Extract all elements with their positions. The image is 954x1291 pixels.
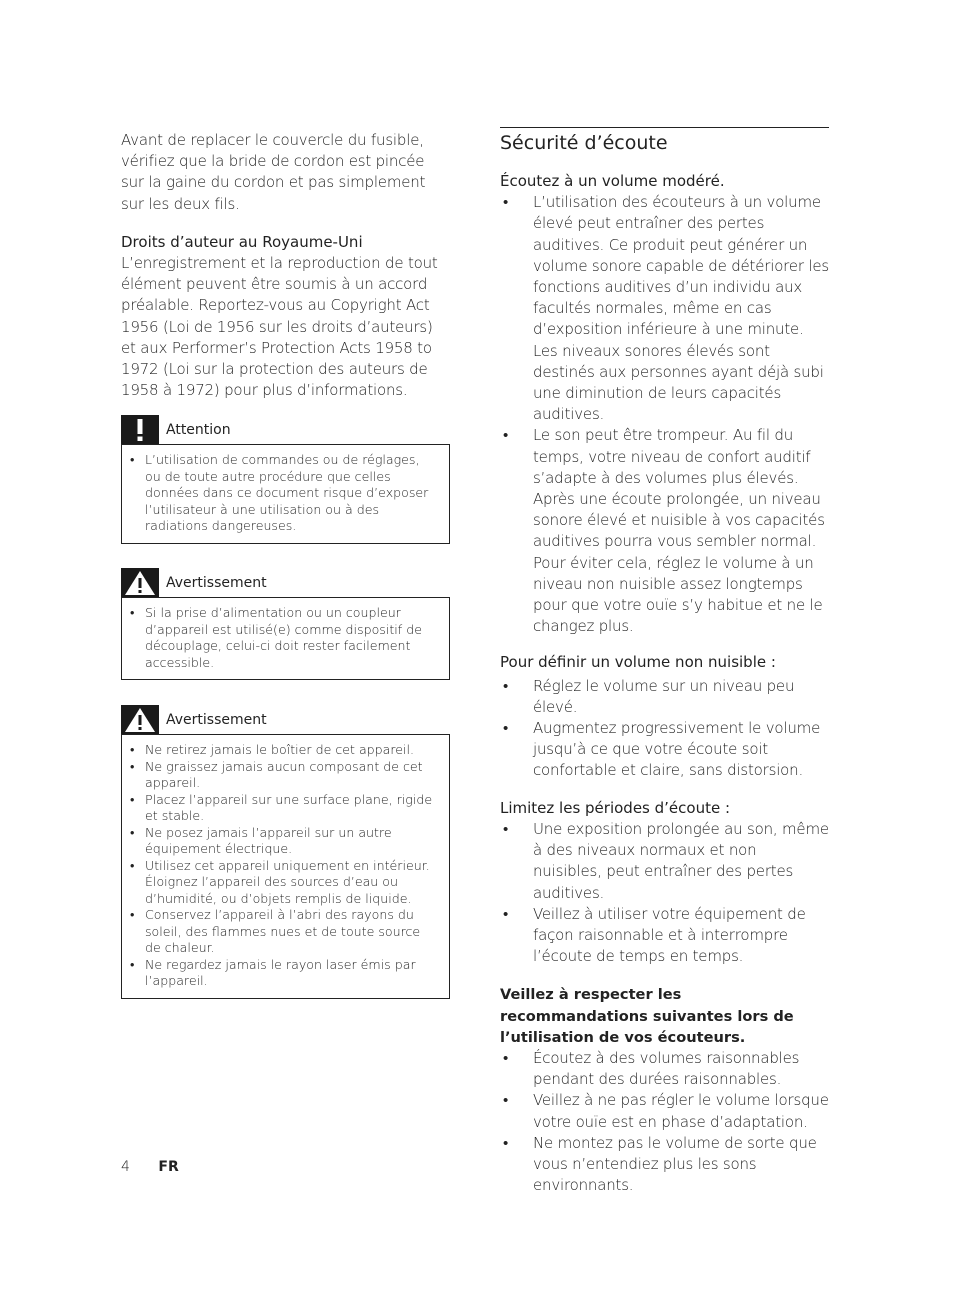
- copyright-paragraph: L’enregistrement et la reproduction de tout élément peuvent être soumis à un accord préalable. Reportez-vous au Copyright Act 1956 (Loi de 1956 sur les droits d’auteurs) et aux Performer’s Protection Acts 1958 to 1972 (Loi sur la protection des auteurs de 1958 à 1972) pour plus d’informations.: [121, 254, 438, 400]
- list-item: • Écoutez à des volumes raisonnables pendant des durées raisonnables.: [500, 1048, 829, 1090]
- page-footer: [121, 1159, 179, 1175]
- list-item: • Ne posez jamais l’appareil sur un autre équipement électrique.: [130, 825, 439, 858]
- section-title: Sécurité d’écoute: [500, 132, 668, 154]
- warning-box-1: [121, 568, 450, 680]
- list-item: • Réglez le volume sur un niveau peu élevé.: [500, 676, 829, 718]
- list-item: • Une exposition prolongée au son, même à des niveaux normaux et non nuisibles, peut entraîner des pertes auditives.: [500, 819, 829, 904]
- list-item: • Augmentez progressivement le volume jusqu’à ce que votre écoute soit confortable et claire, sans distorsion.: [500, 718, 829, 782]
- left-column: [121, 130, 451, 401]
- list-item: • Conservez l’appareil à l’abri des rayons du soleil, des flammes nues et de toute source de chaleur.: [130, 907, 439, 957]
- section-rule: [500, 127, 829, 128]
- bullet-list: [500, 192, 829, 637]
- list-item: • Veillez à utiliser votre équipement de façon raisonnable et à interrompre l’écoute de temps en temps.: [500, 904, 829, 968]
- bullet-list: [500, 676, 829, 782]
- list-item: • Utilisez cet appareil uniquement en intérieur. Éloignez l’appareil des sources d’eau ou d’humidité, ou d’objets remplis de liquide.: [130, 858, 439, 908]
- attention-box-body: [121, 444, 450, 544]
- fuse-intro-paragraph: Avant de replacer le couvercle du fusible, vérifiez que la bride de cordon est pincée sur la gaine du cordon et pas simplement sur les deux fils.: [121, 131, 426, 213]
- list-item: • Placez l’appareil sur une surface plane, rigide et stable.: [130, 792, 439, 825]
- section-heading: Limitez les périodes d’écoute :: [500, 798, 731, 817]
- warning-box-1-header: [121, 568, 450, 597]
- warning-box-1-title: Avertissement: [166, 574, 267, 591]
- attention-box-title: Attention: [166, 421, 231, 438]
- copyright-heading: Droits d’auteur au Royaume-Uni: [121, 232, 363, 251]
- warning-box-2-body: [121, 734, 450, 999]
- list-item: • Le son peut être trompeur. Au fil du temps, votre niveau de confort auditif s’adapte à des volumes plus élevés. Après une écoute prolongée, un niveau sonore élevé et nuisible à vos capacités auditives pourra vous sembler normal. Pour éviter cela, réglez le volume à un niveau non nuisible assez longtemps pour que votre ouïe s’y habitue et ne le changez plus.: [500, 425, 829, 637]
- list-item: • Veillez à ne pas régler le volume lorsque votre ouïe est en phase d’adaptation.: [500, 1090, 829, 1132]
- warning-box-2: [121, 705, 450, 999]
- section-heading: Pour définir un volume non nuisible :: [500, 653, 776, 672]
- attention-box: [121, 415, 450, 544]
- list-item: • L’utilisation des écouteurs à un volume élevé peut entraîner des pertes auditives. Ce produit peut générer un volume sonore capable de détériorer les fonctions auditives d’un individu aux facultés normales, même en cas d’exposition inférieure à une minute. Les niveaux sonores élevés sont destinés aux personnes ayant déjà subi une diminution de leurs capacités auditives.: [500, 192, 829, 425]
- language-code: FR: [158, 1159, 179, 1175]
- list-item: • Ne regardez jamais le rayon laser émis par l’appareil.: [130, 957, 439, 990]
- warning-triangle-icon: [121, 705, 159, 734]
- list-item: • Ne montez pas le volume de sorte que vous n’entendiez plus les sons environnants.: [500, 1133, 829, 1197]
- warning-box-2-title: Avertissement: [166, 711, 267, 728]
- warning-box-1-body: [121, 597, 450, 680]
- section-heading: Écoutez à un volume modéré.: [500, 172, 725, 190]
- list-item: • Ne graissez jamais aucun composant de cet appareil.: [130, 759, 439, 792]
- list-item: • L’utilisation de commandes ou de réglages, ou de toute autre procédure que celles données dans ce document risque d’exposer l’utilisateur à une utilisation ou à des radiations dangereuses.: [130, 452, 439, 535]
- bullet-list: [500, 1048, 829, 1196]
- right-column: [500, 127, 829, 1196]
- bullet-list: [500, 819, 829, 967]
- list-item: • Ne retirez jamais le boîtier de cet appareil.: [130, 742, 439, 759]
- attention-box-header: [121, 415, 450, 444]
- warning-box-2-header: [121, 705, 450, 734]
- warning-triangle-icon: [121, 568, 159, 597]
- list-item: • Si la prise d’alimentation ou un coupleur d’appareil est utilisé(e) comme dispositif de découplage, celui-ci doit rester facilement accessible.: [130, 605, 439, 671]
- page-number: 4: [121, 1159, 130, 1175]
- section-heading: Veillez à respecter les recommandations suivantes lors de l’utilisation de vos écouteurs.: [500, 986, 794, 1046]
- exclamation-icon: [121, 415, 159, 444]
